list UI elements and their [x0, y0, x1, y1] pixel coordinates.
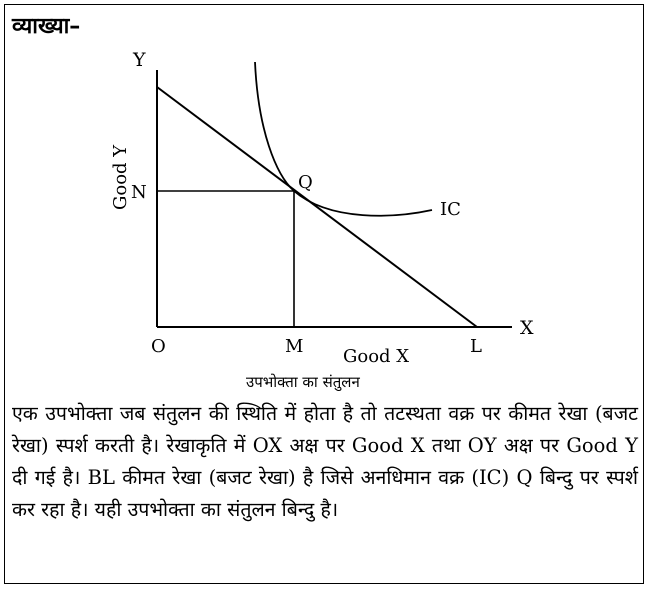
explanation-paragraph: एक उपभोक्ता जब संतुलन की स्थिति में होता है तो तटस्थता वक्र पर कीमत रेखा (बजट रेखा) स्पर्श करती है। रेखाकृति में OX अक्ष पर Good X तथा OY अक्ष पर Good Y दी गई है। BL कीमत रेखा (बजट रेखा) है जिसे अनधिमान वक्र (IC) Q बिन्दु पर स्पर्श कर रहा है। यही उपभोक्ता का संतुलन बिन्दु है।	[12, 402, 638, 521]
ic-label: IC	[440, 199, 461, 220]
point-n-label: N	[131, 182, 147, 203]
heading: व्याख्या–	[12, 14, 81, 39]
x-axis-title: Good X	[343, 346, 410, 367]
point-q-label: Q	[298, 172, 313, 193]
y-axis-letter: Y	[133, 49, 146, 71]
x-axis-letter: X	[520, 317, 534, 339]
budget-line	[157, 87, 477, 327]
indifference-curve	[255, 62, 432, 216]
y-axis-title: Good Y	[110, 144, 131, 210]
origin-label: O	[151, 336, 166, 357]
diagram-caption: उपभोक्ता का संतुलन	[246, 373, 360, 391]
point-m-label: M	[285, 336, 304, 357]
point-l-label: L	[470, 336, 482, 357]
